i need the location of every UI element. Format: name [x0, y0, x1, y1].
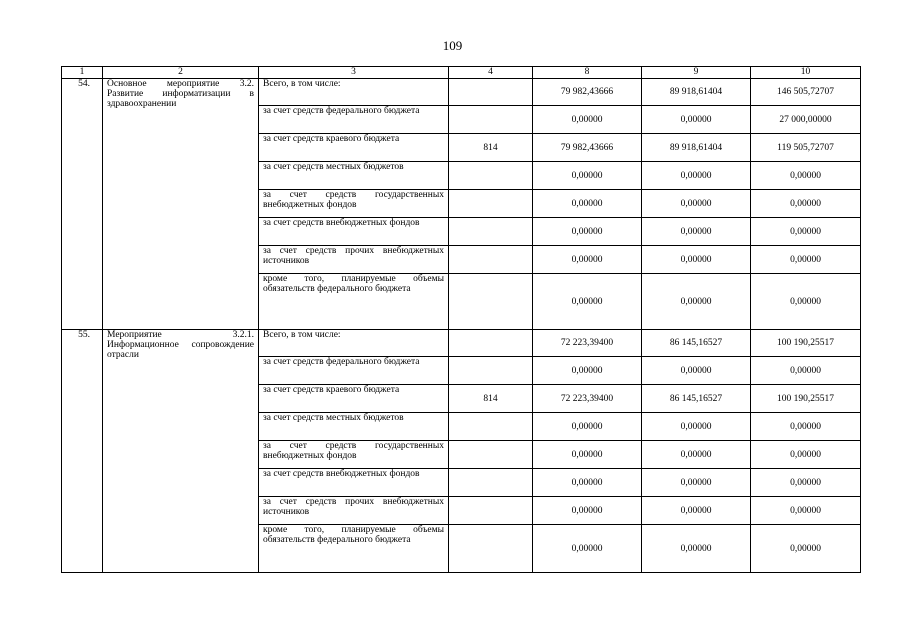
funding-source: за счет средств государственных внебюджетных фондов — [259, 441, 449, 469]
funding-source: за счет средств прочих внебюджетных источников — [259, 246, 449, 274]
activity-name: Основное мероприятие 3.2. Развитие информатизации в здравоохранении — [103, 79, 259, 330]
value-col-9: 0,00000 — [642, 106, 751, 134]
value-col-8: 0,00000 — [533, 190, 642, 218]
value-col-10: 0,00000 — [751, 497, 861, 525]
value-col-9: 0,00000 — [642, 246, 751, 274]
budget-code — [449, 441, 533, 469]
value-col-9: 86 145,16527 — [642, 330, 751, 357]
funding-source: Всего, в том числе: — [259, 79, 449, 106]
funding-source: за счет средств государственных внебюджетных фондов — [259, 190, 449, 218]
budget-code — [449, 413, 533, 441]
value-col-10: 0,00000 — [751, 441, 861, 469]
funding-source: кроме того, планируемые объемы обязательств федерального бюджета — [259, 274, 449, 330]
value-col-8: 0,00000 — [533, 469, 642, 497]
budget-code — [449, 106, 533, 134]
budget-code — [449, 274, 533, 330]
value-col-8: 0,00000 — [533, 525, 642, 573]
funding-source: за счет средств местных бюджетов — [259, 413, 449, 441]
value-col-10: 100 190,25517 — [751, 330, 861, 357]
value-col-8: 0,00000 — [533, 246, 642, 274]
funding-source: за счет средств внебюджетных фондов — [259, 469, 449, 497]
value-col-10: 0,00000 — [751, 274, 861, 330]
funding-source: за счет средств федерального бюджета — [259, 357, 449, 385]
budget-code — [449, 79, 533, 106]
budget-code — [449, 330, 533, 357]
value-col-10: 0,00000 — [751, 190, 861, 218]
funding-source: за счет средств федерального бюджета — [259, 106, 449, 134]
column-header-row — [62, 67, 861, 79]
value-col-10: 146 505,72707 — [751, 79, 861, 106]
column-header: 4 — [449, 67, 533, 79]
value-col-8: 0,00000 — [533, 274, 642, 330]
value-col-9: 86 145,16527 — [642, 385, 751, 413]
value-col-10: 0,00000 — [751, 413, 861, 441]
value-col-8: 0,00000 — [533, 357, 642, 385]
table-row — [62, 79, 861, 106]
value-col-9: 0,00000 — [642, 357, 751, 385]
funding-source: за счет средств прочих внебюджетных источников — [259, 497, 449, 525]
value-col-8: 0,00000 — [533, 218, 642, 246]
value-col-10: 27 000,00000 — [751, 106, 861, 134]
value-col-9: 0,00000 — [642, 469, 751, 497]
value-col-10: 0,00000 — [751, 218, 861, 246]
value-col-8: 79 982,43666 — [533, 134, 642, 162]
column-header: 2 — [103, 67, 259, 79]
budget-code — [449, 497, 533, 525]
funding-source: за счет средств краевого бюджета — [259, 385, 449, 413]
row-index: 54. — [62, 79, 103, 330]
budget-code — [449, 190, 533, 218]
funding-source: за счет средств краевого бюджета — [259, 134, 449, 162]
budget-code — [449, 469, 533, 497]
page-number: 109 — [442, 38, 463, 53]
value-col-8: 0,00000 — [533, 162, 642, 190]
budget-table — [61, 66, 861, 573]
value-col-8: 72 223,39400 — [533, 385, 642, 413]
column-header: 8 — [533, 67, 642, 79]
value-col-9: 0,00000 — [642, 525, 751, 573]
value-col-8: 0,00000 — [533, 413, 642, 441]
column-header: 3 — [259, 67, 449, 79]
value-col-8: 0,00000 — [533, 497, 642, 525]
value-col-9: 89 918,61404 — [642, 134, 751, 162]
value-col-10: 0,00000 — [751, 246, 861, 274]
value-col-9: 0,00000 — [642, 274, 751, 330]
value-col-10: 0,00000 — [751, 162, 861, 190]
value-col-8: 0,00000 — [533, 441, 642, 469]
value-col-9: 0,00000 — [642, 162, 751, 190]
budget-code — [449, 162, 533, 190]
funding-source: за счет средств местных бюджетов — [259, 162, 449, 190]
column-header: 10 — [751, 67, 861, 79]
value-col-8: 72 223,39400 — [533, 330, 642, 357]
column-header: 1 — [62, 67, 103, 79]
value-col-10: 0,00000 — [751, 525, 861, 573]
budget-code — [449, 218, 533, 246]
budget-code: 814 — [449, 385, 533, 413]
value-col-9: 0,00000 — [642, 190, 751, 218]
value-col-9: 0,00000 — [642, 218, 751, 246]
value-col-10: 119 505,72707 — [751, 134, 861, 162]
value-col-9: 0,00000 — [642, 413, 751, 441]
funding-source: Всего, в том числе: — [259, 330, 449, 357]
activity-name: Мероприятие 3.2.1. Информационное сопровождение отрасли — [103, 330, 259, 573]
column-header: 9 — [642, 67, 751, 79]
budget-code — [449, 246, 533, 274]
value-col-10: 0,00000 — [751, 469, 861, 497]
value-col-10: 0,00000 — [751, 357, 861, 385]
value-col-9: 0,00000 — [642, 497, 751, 525]
funding-source: кроме того, планируемые объемы обязательств федерального бюджета — [259, 525, 449, 573]
value-col-9: 89 918,61404 — [642, 79, 751, 106]
funding-source: за счет средств внебюджетных фондов — [259, 218, 449, 246]
budget-code — [449, 525, 533, 573]
value-col-10: 100 190,25517 — [751, 385, 861, 413]
row-index: 55. — [62, 330, 103, 573]
budget-code: 814 — [449, 134, 533, 162]
table-row — [62, 330, 861, 357]
value-col-8: 0,00000 — [533, 106, 642, 134]
value-col-9: 0,00000 — [642, 441, 751, 469]
value-col-8: 79 982,43666 — [533, 79, 642, 106]
budget-code — [449, 357, 533, 385]
